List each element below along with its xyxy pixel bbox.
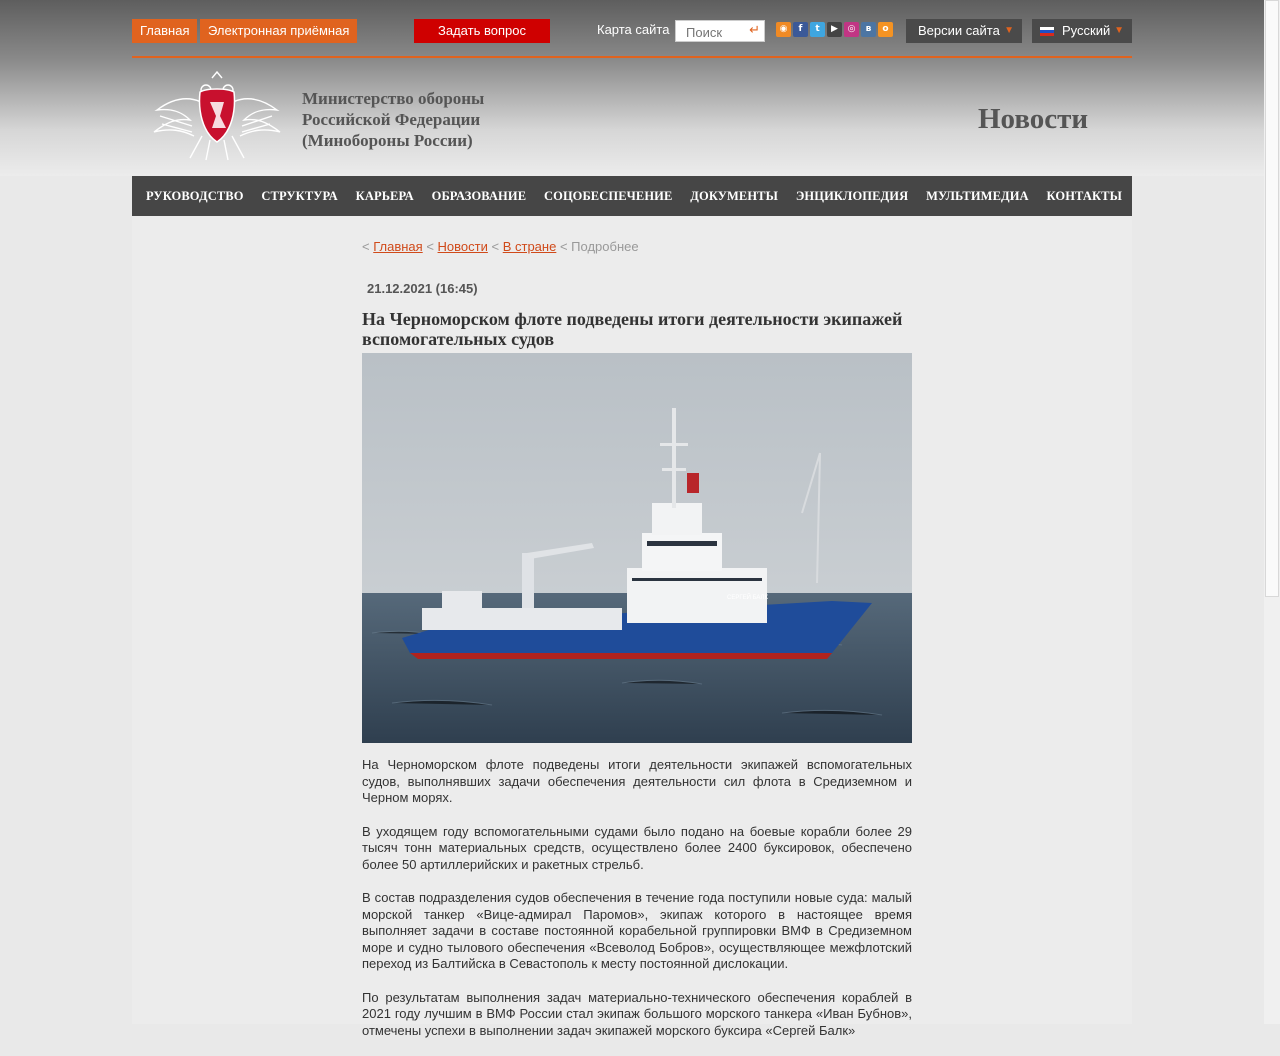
- nav-item-social-security[interactable]: СОЦОБЕСПЕЧЕНИЕ: [544, 189, 673, 203]
- breadcrumb-news[interactable]: Новости: [437, 239, 488, 254]
- org-title-line: Министерство обороны: [302, 89, 485, 108]
- scrollbar-thumb[interactable]: [1265, 0, 1279, 597]
- chevron-down-icon: ▼: [1114, 25, 1124, 36]
- search-box: [675, 20, 765, 42]
- language-label: Русский: [1062, 23, 1111, 38]
- enter-icon[interactable]: ↵: [749, 22, 760, 37]
- ship-name-label: СЕРГЕЙ БАЛК: [727, 595, 768, 601]
- site-versions-label: Версии сайта: [918, 23, 1000, 38]
- youtube-icon[interactable]: ▶: [827, 22, 842, 37]
- article-body: [362, 757, 912, 1056]
- twitter-icon[interactable]: t: [810, 22, 825, 37]
- rss-icon[interactable]: ◉: [776, 22, 791, 37]
- russia-flag-icon: [1040, 27, 1054, 36]
- nav-item-contacts[interactable]: КОНТАКТЫ: [1046, 189, 1122, 203]
- org-title[interactable]: [302, 88, 484, 151]
- article-date: 21.12.2021 (16:45): [367, 281, 478, 296]
- odnoklassniki-icon[interactable]: о: [878, 22, 893, 37]
- double-headed-eagle-emblem[interactable]: [152, 70, 282, 162]
- main-nav: [132, 176, 1132, 216]
- search-input[interactable]: [684, 22, 748, 42]
- article-paragraph: В состав подразделения судов обеспечения в течение года поступили новые суда: малый морской танкер «Вице-адмирал Паромов», экипаж которого в настоящее время выполняет задачи в составе постоянной корабельной группировки ВМФ в Средиземном море и судно тылового обеспечения «Всеволод Бобров», осуществляющее межфлотский переход из Балтийска в Севастополь к месту постоянной дислокации.: [362, 890, 912, 971]
- nav-item-leadership[interactable]: РУКОВОДСТВО: [146, 189, 244, 203]
- sitemap-link[interactable]: Карта сайта: [597, 22, 670, 37]
- article-photo[interactable]: [362, 353, 912, 743]
- nav-item-education[interactable]: ОБРАЗОВАНИЕ: [431, 189, 527, 203]
- article-paragraph: В уходящем году вспомогательными судами было подано на боевые корабли более 29 тысяч тонн материальных средств, осуществлено более 2400 буксировок, обеспечено более 50 артиллерийских и ракетных стрельб.: [362, 823, 912, 872]
- header-divider: [132, 56, 1132, 58]
- instagram-icon[interactable]: ◎: [844, 22, 859, 37]
- reception-button[interactable]: Электронная приёмная: [200, 19, 357, 43]
- breadcrumb-home[interactable]: Главная: [373, 239, 423, 254]
- org-title-line: (Минобороны России): [302, 131, 473, 150]
- nav-item-encyclopedia[interactable]: ЭНЦИКЛОПЕДИЯ: [795, 189, 909, 203]
- ask-question-button[interactable]: Задать вопрос: [414, 19, 550, 43]
- nav-item-multimedia[interactable]: МУЛЬТИМЕДИА: [926, 189, 1029, 203]
- article-title: На Черноморском флоте подведены итоги деятельности экипажей вспомогательных судов: [362, 309, 903, 349]
- social-links: [776, 22, 893, 38]
- chevron-down-icon: ▼: [1004, 25, 1014, 36]
- breadcrumb: < Главная < Новости < В стране < Подробнее: [362, 239, 639, 254]
- vk-icon[interactable]: в: [861, 22, 876, 37]
- facebook-icon[interactable]: f: [793, 22, 808, 37]
- home-button[interactable]: Главная: [132, 19, 197, 43]
- article-paragraph: На Черноморском флоте подведены итоги деятельности экипажей вспомогательных судов, выполнявших задачи обеспечения деятельности сил флота в Средиземном и Черном морях.: [362, 757, 912, 805]
- top-bar: [132, 19, 1132, 43]
- breadcrumb-country[interactable]: В стране: [502, 239, 557, 254]
- language-dropdown[interactable]: [1032, 19, 1132, 43]
- article-paragraph: По результатам выполнения задач материально-технического обеспечения кораблей в 2021 году лучшим в ВМФ России стал экипаж большого морского танкера «Иван Бубнов», отмечены успехи в выполнении задач экипажей морского буксира «Сергей Балк»: [362, 989, 912, 1038]
- section-title: Новости: [978, 103, 1089, 135]
- nav-item-documents[interactable]: ДОКУМЕНТЫ: [690, 189, 778, 203]
- site-versions-dropdown[interactable]: [906, 19, 1022, 43]
- breadcrumb-current: Подробнее: [571, 239, 639, 254]
- nav-item-structure[interactable]: СТРУКТУРА: [261, 189, 338, 203]
- nav-item-career[interactable]: КАРЬЕРА: [355, 189, 414, 203]
- org-title-line: Российской Федерации: [302, 110, 481, 129]
